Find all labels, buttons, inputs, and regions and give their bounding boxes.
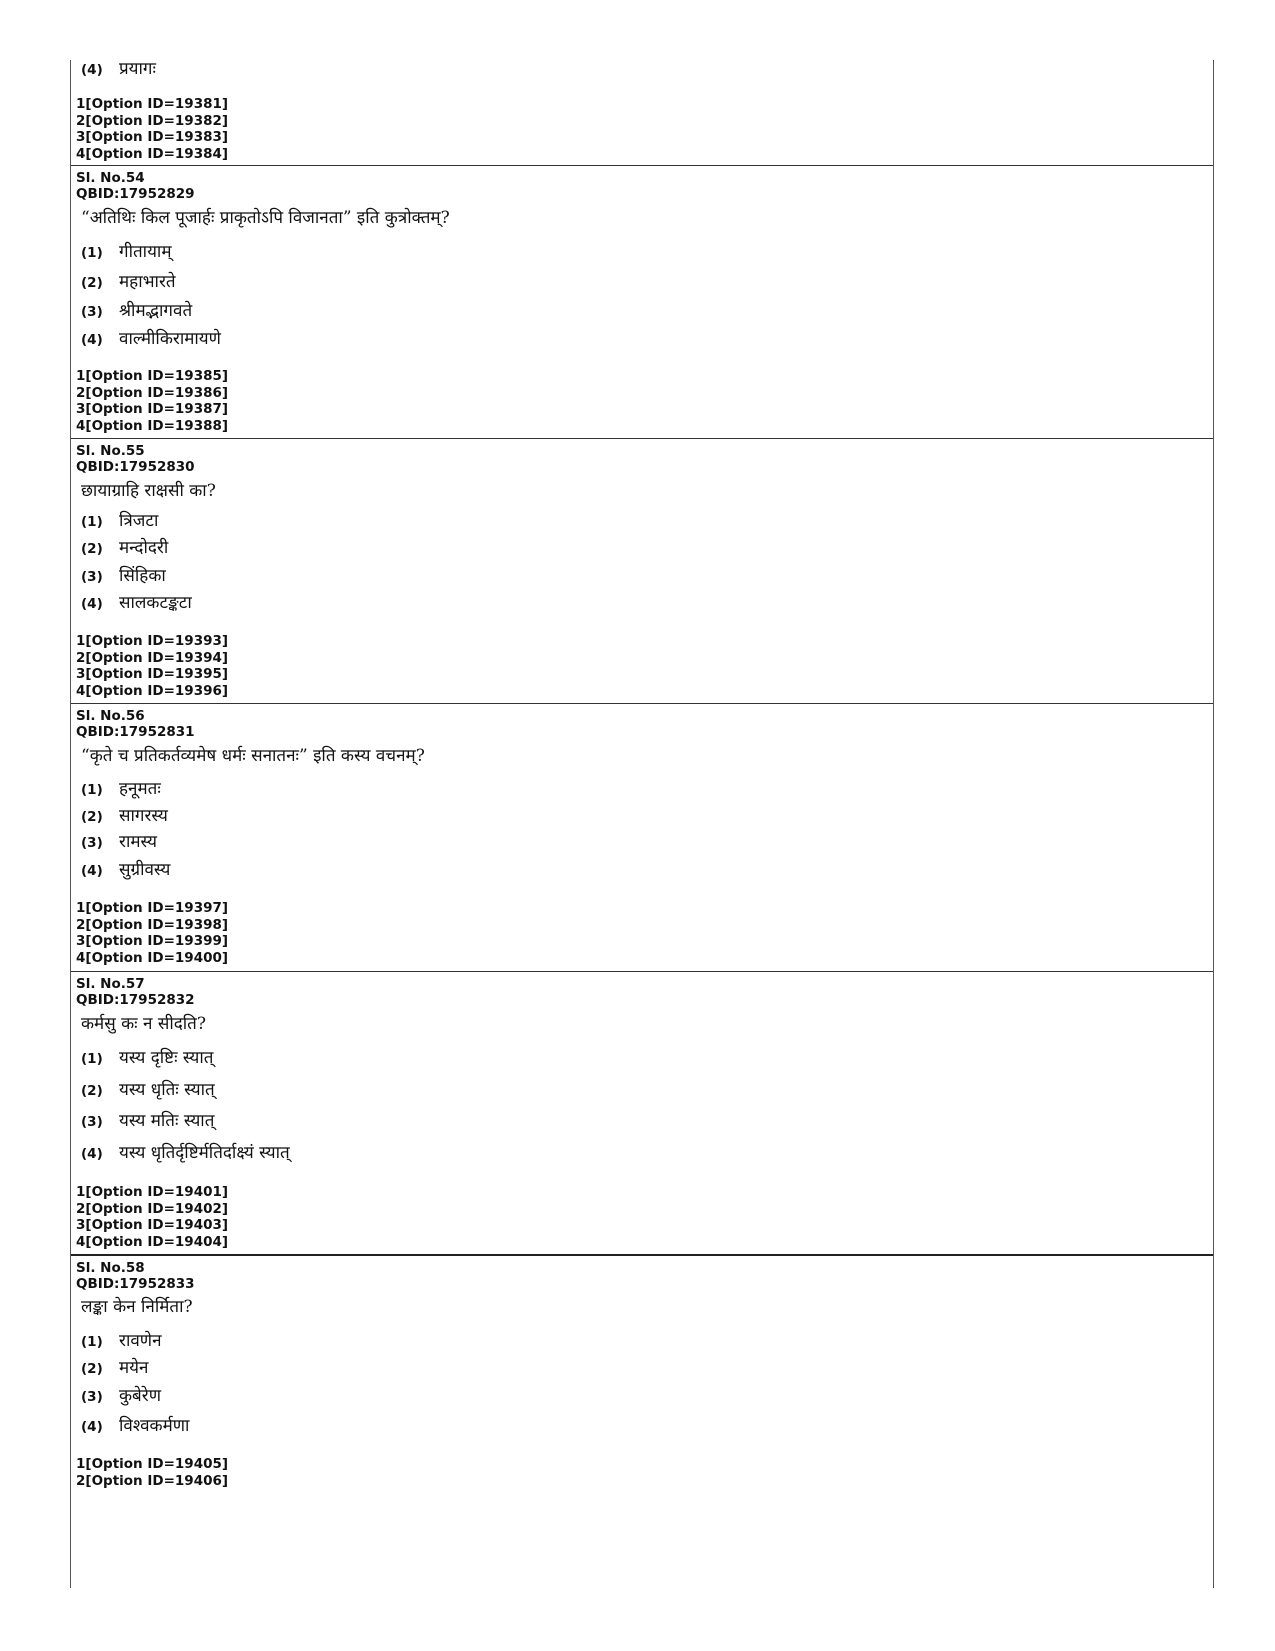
option-2 bbox=[81, 1355, 148, 1378]
qbid: QBID:17952832 bbox=[76, 992, 195, 1008]
option-3 bbox=[81, 1108, 214, 1131]
option-text: त्रिजटा bbox=[119, 511, 159, 531]
option-3 bbox=[81, 563, 166, 586]
option-id: 1[Option ID=19393] bbox=[76, 633, 229, 649]
serial-number: Sl. No.56 bbox=[76, 708, 145, 724]
serial-number: Sl. No.58 bbox=[76, 1260, 145, 1276]
option-number: (4) bbox=[81, 1146, 103, 1162]
option-4 bbox=[81, 1413, 189, 1436]
option-2 bbox=[81, 269, 176, 292]
option-4 bbox=[81, 56, 156, 79]
option-text: मयेन bbox=[119, 1358, 149, 1378]
option-1 bbox=[81, 508, 158, 531]
option-4 bbox=[81, 590, 192, 613]
option-number: (2) bbox=[81, 275, 103, 291]
option-number: (4) bbox=[81, 62, 103, 78]
option-id: 3[Option ID=19395] bbox=[76, 666, 229, 683]
option-number: (4) bbox=[81, 332, 103, 348]
option-text: विश्वकर्मणा bbox=[119, 1416, 190, 1436]
option-id-list bbox=[76, 96, 228, 162]
question-block-57 bbox=[71, 972, 1213, 1254]
option-id: 3[Option ID=19403] bbox=[76, 1217, 229, 1234]
question-meta bbox=[76, 708, 195, 740]
option-number: (3) bbox=[81, 569, 103, 585]
option-id: 2[Option ID=19398] bbox=[76, 916, 229, 933]
option-text: श्रीमद्भागवते bbox=[119, 301, 193, 321]
option-id: 4[Option ID=19396] bbox=[76, 682, 229, 699]
option-number: (1) bbox=[81, 782, 103, 798]
option-1 bbox=[81, 239, 172, 262]
question-block-56 bbox=[71, 704, 1213, 971]
option-id: 2[Option ID=19394] bbox=[76, 649, 229, 666]
option-id: 2[Option ID=19402] bbox=[76, 1200, 229, 1217]
option-text: रामस्य bbox=[119, 832, 157, 852]
qbid: QBID:17952833 bbox=[76, 1276, 195, 1292]
option-4 bbox=[81, 326, 221, 349]
serial-number: Sl. No.55 bbox=[76, 443, 145, 459]
option-text: यस्य धृतिः स्यात् bbox=[119, 1080, 215, 1100]
option-text: हनूमतः bbox=[119, 779, 161, 799]
option-number: (2) bbox=[81, 1083, 103, 1099]
option-id: 4[Option ID=19384] bbox=[76, 145, 229, 162]
option-text: वाल्मीकिरामायणे bbox=[119, 329, 221, 349]
option-3 bbox=[81, 298, 192, 321]
qbid: QBID:17952831 bbox=[76, 724, 195, 740]
question-block-55 bbox=[71, 439, 1213, 703]
qbid: QBID:17952829 bbox=[76, 186, 195, 202]
serial-number: Sl. No.57 bbox=[76, 976, 145, 992]
option-id: 1[Option ID=19381] bbox=[76, 96, 229, 112]
option-2 bbox=[81, 535, 168, 558]
question-meta bbox=[76, 976, 195, 1008]
option-text: सुग्रीवस्य bbox=[119, 860, 171, 880]
option-id: 4[Option ID=19388] bbox=[76, 417, 229, 434]
option-text: सागरस्य bbox=[119, 806, 168, 826]
option-id-list bbox=[76, 1456, 228, 1489]
option-id: 1[Option ID=19397] bbox=[76, 900, 229, 916]
option-id-list bbox=[76, 633, 228, 699]
option-id-list bbox=[76, 368, 228, 434]
question-block-53-tail bbox=[71, 60, 1213, 165]
option-id: 2[Option ID=19406] bbox=[76, 1472, 229, 1489]
option-id: 3[Option ID=19387] bbox=[76, 401, 229, 418]
option-number: (2) bbox=[81, 541, 103, 557]
option-number: (3) bbox=[81, 1114, 103, 1130]
option-2 bbox=[81, 803, 168, 826]
option-text: गीतायाम् bbox=[119, 242, 172, 262]
option-number: (4) bbox=[81, 596, 103, 612]
option-number: (2) bbox=[81, 809, 103, 825]
serial-number: Sl. No.54 bbox=[76, 170, 145, 186]
option-text: महाभारते bbox=[119, 272, 176, 292]
option-3 bbox=[81, 829, 157, 852]
option-4 bbox=[81, 1140, 290, 1163]
question-text: कर्मसु कः न सीदति? bbox=[81, 1014, 206, 1034]
option-number: (2) bbox=[81, 1361, 103, 1377]
option-text: रावणेन bbox=[119, 1331, 162, 1351]
option-id: 3[Option ID=19399] bbox=[76, 933, 229, 950]
option-id: 1[Option ID=19401] bbox=[76, 1184, 229, 1200]
option-number: (1) bbox=[81, 1334, 103, 1350]
qbid: QBID:17952830 bbox=[76, 459, 195, 475]
question-text: लङ्का केन निर्मिता? bbox=[81, 1297, 193, 1317]
option-text: सिंहिका bbox=[119, 566, 166, 586]
option-text: कुबेरेण bbox=[119, 1386, 162, 1406]
option-id: 2[Option ID=19382] bbox=[76, 112, 229, 129]
option-id-list bbox=[76, 900, 228, 966]
option-1 bbox=[81, 776, 161, 799]
option-id: 1[Option ID=19405] bbox=[76, 1456, 229, 1472]
option-number: (1) bbox=[81, 1051, 103, 1067]
question-text: “कृते च प्रतिकर्तव्यमेष धर्मः सनातनः” इति कस्य वचनम्? bbox=[81, 746, 425, 766]
option-text: यस्य धृतिर्दृष्टिर्मतिर्दाक्ष्यं स्यात् bbox=[119, 1143, 290, 1163]
option-number: (4) bbox=[81, 1419, 103, 1435]
option-number: (4) bbox=[81, 863, 103, 879]
option-2 bbox=[81, 1077, 215, 1100]
option-text: प्रयागः bbox=[119, 59, 156, 79]
option-number: (3) bbox=[81, 1389, 103, 1405]
option-3 bbox=[81, 1383, 161, 1406]
option-id-list bbox=[76, 1184, 228, 1250]
option-id: 3[Option ID=19383] bbox=[76, 129, 229, 146]
option-id: 1[Option ID=19385] bbox=[76, 368, 229, 384]
question-text: छायाग्राहि राक्षसी का? bbox=[81, 481, 216, 501]
option-text: सालकटङ्कटा bbox=[119, 593, 192, 613]
question-block-58 bbox=[71, 1256, 1213, 1588]
option-id: 2[Option ID=19386] bbox=[76, 384, 229, 401]
option-number: (3) bbox=[81, 304, 103, 320]
option-number: (1) bbox=[81, 514, 103, 530]
option-text: मन्दोदरी bbox=[119, 538, 169, 558]
question-meta bbox=[76, 170, 195, 202]
question-text: “अतिथिः किल पूजार्हः प्राकृतोऽपि विजानता” इति कुत्रोक्तम्? bbox=[81, 208, 450, 228]
option-id: 4[Option ID=19404] bbox=[76, 1233, 229, 1250]
option-number: (3) bbox=[81, 835, 103, 851]
option-id: 4[Option ID=19400] bbox=[76, 949, 229, 966]
option-text: यस्य दृष्टिः स्यात् bbox=[119, 1048, 214, 1068]
question-meta bbox=[76, 443, 195, 475]
option-1 bbox=[81, 1328, 162, 1351]
question-meta bbox=[76, 1260, 195, 1292]
question-block-54 bbox=[71, 166, 1213, 438]
option-4 bbox=[81, 857, 170, 880]
question-paper-frame bbox=[70, 60, 1214, 1588]
option-text: यस्य मतिः स्यात् bbox=[119, 1111, 215, 1131]
option-1 bbox=[81, 1045, 214, 1068]
option-number: (1) bbox=[81, 245, 103, 261]
